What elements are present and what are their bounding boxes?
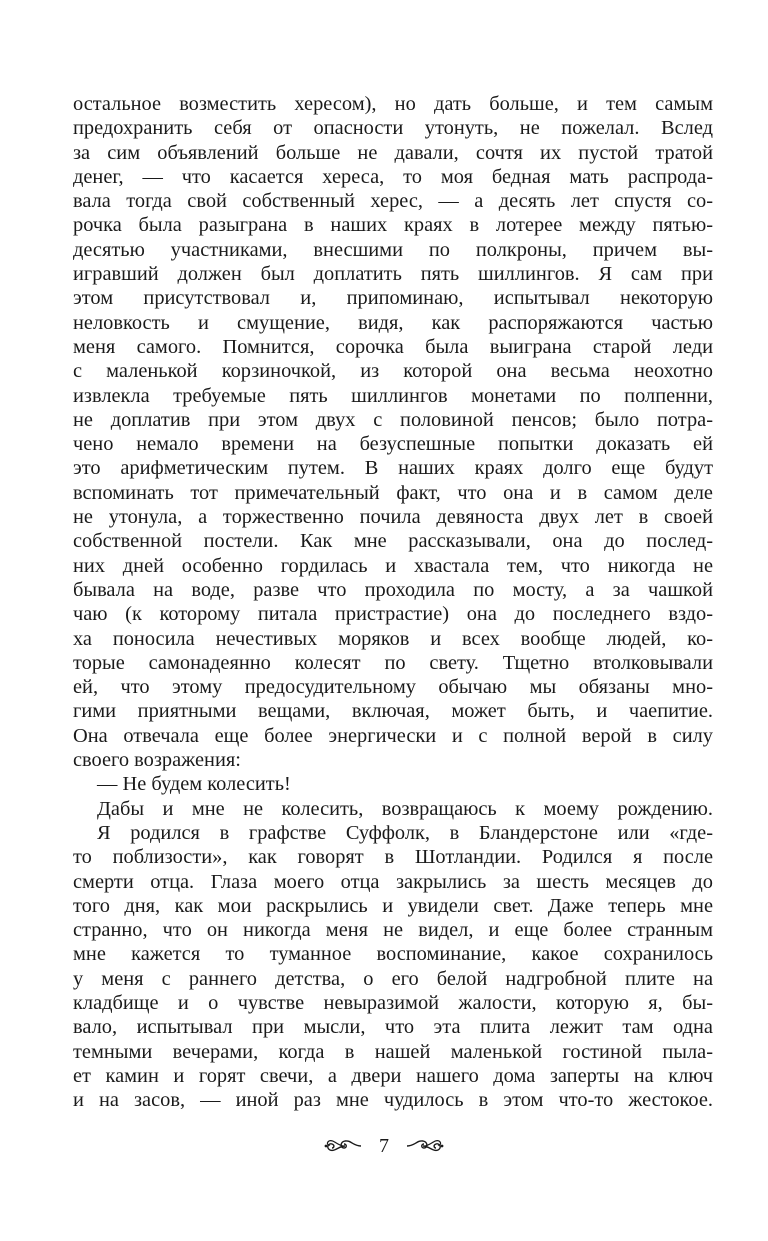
text-line: кладбище и о чувстве невыразимой жалости, которую я, бы- [73, 991, 713, 1014]
text-line: того дня, как мои раскрылись и увидели свет. Даже теперь мне [73, 894, 713, 917]
text-line: темными вечерами, когда в нашей маленькой гостиной пыла- [73, 1040, 713, 1063]
text-line: Она отвечала еще более энергически и с полной верой в силу [73, 724, 713, 747]
text-line: Я родился в графстве Суффолк, в Бландерстоне или «где- [97, 821, 713, 844]
text-line: них дней особенно гордилась и хвастала тем, что никогда не [73, 554, 713, 577]
page-footer [0, 1131, 768, 1161]
left-flourish-icon [323, 1136, 363, 1156]
dialogue-line: — Не будем колесить! [97, 773, 291, 796]
text-line: игравший должен был доплатить пять шиллингов. Я сам при [73, 263, 713, 286]
text-line: неловкость и смущение, видя, как распоряжаются частью [73, 311, 713, 334]
text-line: за сим объявлений больше не давали, сочтя их пустой тратой [73, 141, 713, 164]
text-line: десятью участниками, внесшими по полкроны, причем вы- [73, 238, 713, 261]
text-line: ет камин и горят свечи, а двери нашего дома заперты на ключ [73, 1064, 713, 1087]
page-number: 7 [379, 1135, 389, 1157]
text-line: извлекла требуемые пять шиллингов монетами по полпенни, [73, 384, 713, 407]
text-line: и на засов, — иной раз мне чудилось в этом что-то жестокое. [73, 1089, 713, 1112]
text-line: собственной постели. Как мне рассказывали, она до послед- [73, 530, 713, 553]
text-line: не утонула, а торжественно почила девяноста двух лет в своей [73, 506, 713, 529]
text-line: странно, что он никогда меня не видел, и еще более странным [73, 919, 713, 942]
text-line: у меня с раннего детства, о его белой надгробной плите на [73, 967, 713, 990]
text-line: вала тогда свой собственный херес, — а десять лет спустя со- [73, 190, 713, 213]
body-text [73, 92, 713, 1112]
text-line: чаю (к которому питала пристрастие) она до последнего вздо- [73, 603, 713, 626]
text-line: гими приятными вещами, включая, может быть, и чаепитие. [73, 700, 713, 723]
text-line: с маленькой корзиночкой, из которой она весьма неохотно [73, 360, 713, 383]
text-line: рочка была разыграна в наших краях в лотерее между пятью- [73, 214, 713, 237]
text-line: вало, испытывал при мысли, что эта плита лежит там одна [73, 1016, 713, 1039]
text-line: этом присутствовал и, припоминаю, испытывал некоторую [73, 287, 713, 310]
text-line: денег, — что касается хереса, то моя бедная мать распрода- [73, 165, 713, 188]
text-line: предохранить себя от опасности утонуть, не пожелал. Вслед [73, 117, 713, 140]
text-line: мне кажется то туманное воспоминание, какое сохранилось [73, 943, 713, 966]
text-line: меня самого. Помнится, сорочка была выиграна старой леди [73, 335, 713, 358]
text-line: ха поносила нечестивых моряков и всех вообще людей, ко- [73, 627, 713, 650]
text-line: своего возражения: [73, 749, 241, 772]
text-line: бывала на воде, разве что проходила по мосту, а за чашкой [73, 578, 713, 601]
text-line: не доплатив при этом двух с половиной пенсов; было потра- [73, 408, 713, 431]
text-line: это арифметическим путем. В наших краях долго еще будут [73, 457, 713, 480]
text-line: остальное возместить хересом), но дать больше, и тем самым [73, 93, 713, 115]
text-line: то поблизости», как говорят в Шотландии. Родился я после [73, 846, 713, 869]
text-line: смерти отца. Глаза моего отца закрылись за шесть месяцев до [73, 870, 713, 893]
text-line: торые самонадеянно колесят по свету. Тщетно втолковывали [73, 651, 713, 674]
text-line: ей, что этому предосудительному обычаю мы обязаны мно- [73, 676, 713, 699]
text-line: чено немало времени на безуспешные попытки доказать ей [73, 433, 713, 456]
text-line: вспоминать тот примечательный факт, что она и в самом деле [73, 481, 713, 504]
text-line: Дабы и мне не колесить, возвращаюсь к моему рождению. [97, 797, 713, 820]
right-flourish-icon [405, 1136, 445, 1156]
